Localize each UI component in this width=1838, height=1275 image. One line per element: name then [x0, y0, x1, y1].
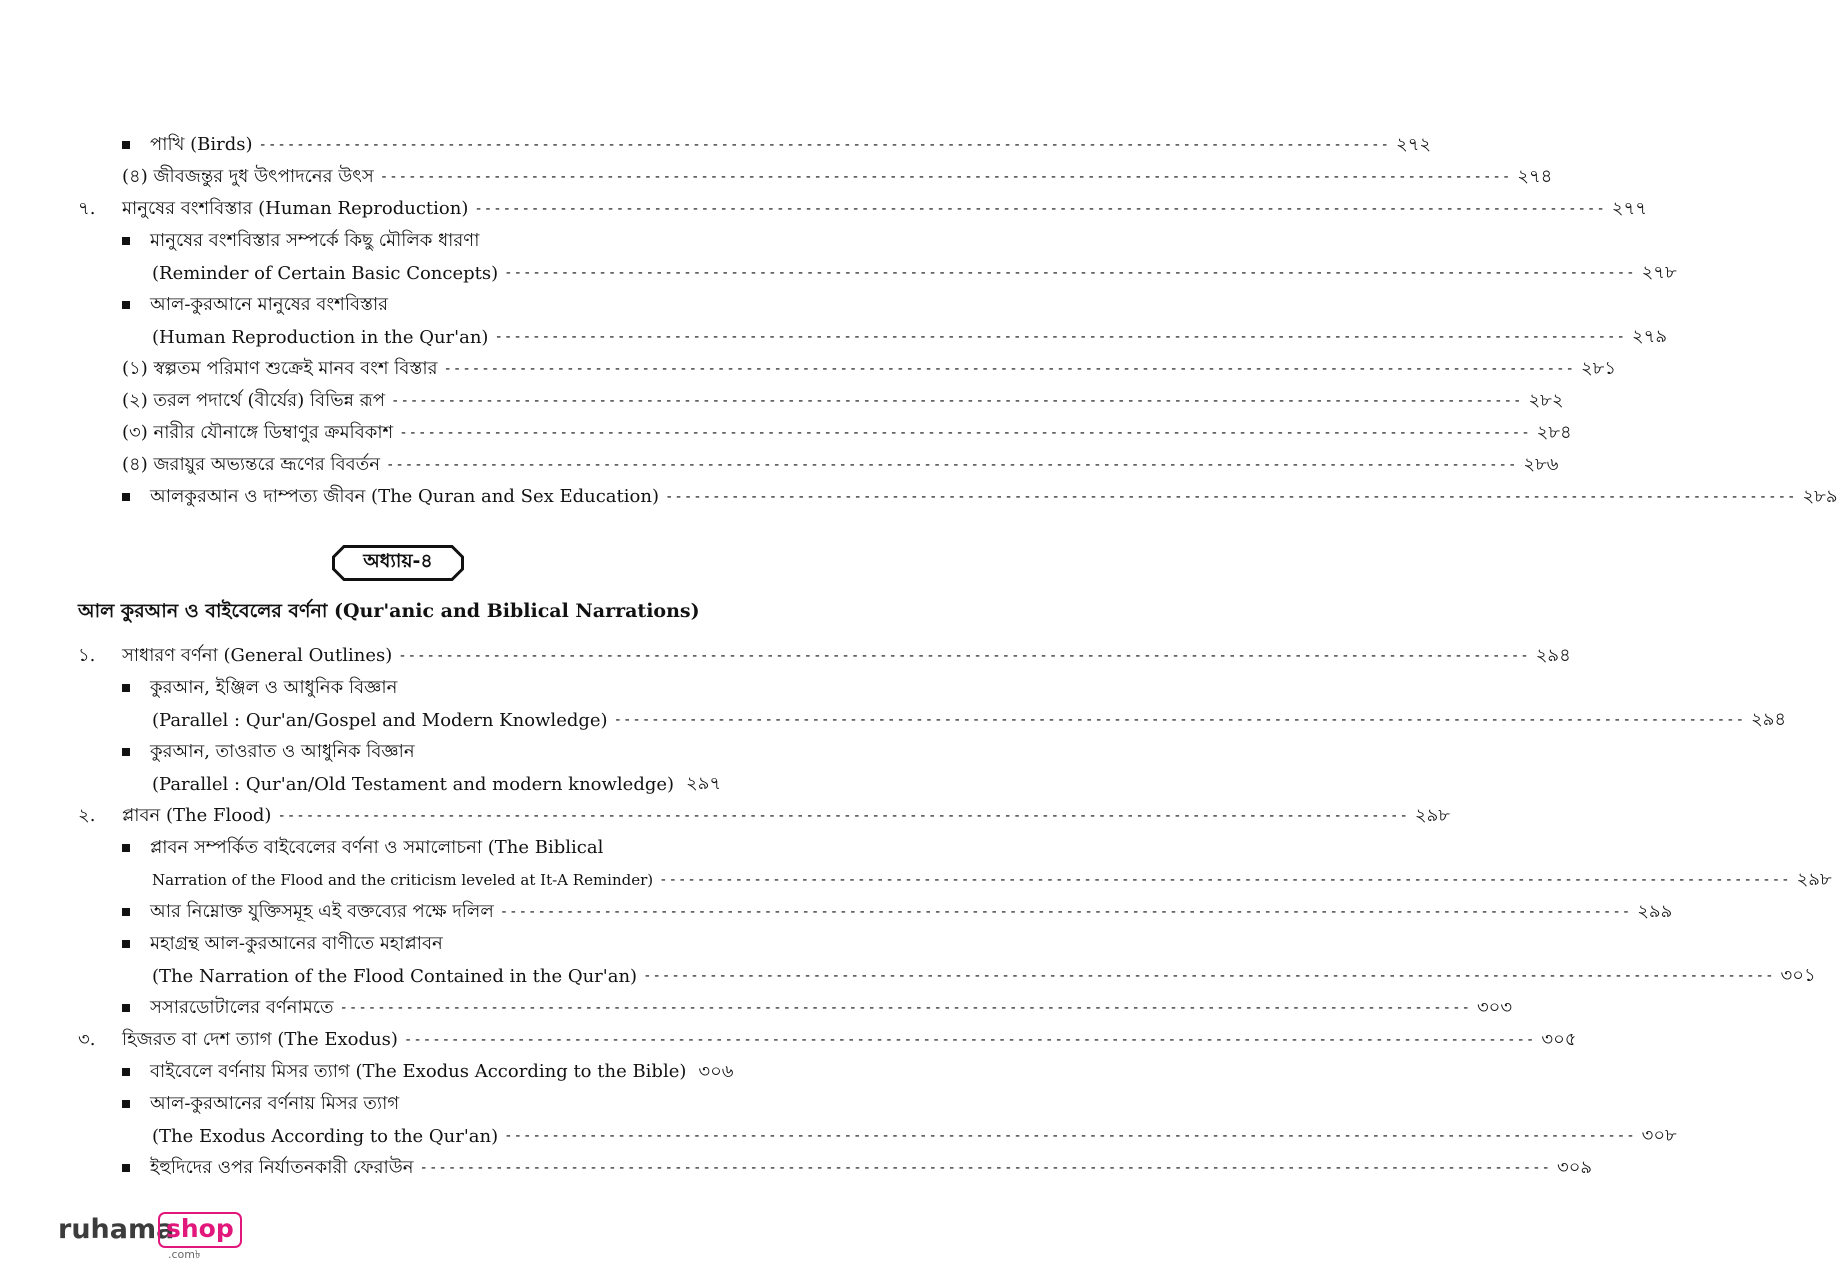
toc-entry — [78, 801, 1450, 831]
entry-page-number: ৩০৮ — [1641, 1124, 1677, 1146]
toc-entry — [122, 993, 1513, 1023]
bullet-icon — [122, 748, 130, 756]
entry-page-number: ৩০৬ — [698, 1060, 734, 1082]
toc-entry — [122, 897, 1673, 927]
toc-entry — [122, 1089, 715, 1119]
entry-title: মানুষের বংশবিস্তার (Human Reproduction) — [122, 197, 469, 219]
entry-title: সসারডোটালের বর্ণনামতে — [150, 996, 334, 1018]
dot-leader: ------------------------------------------------------------------------------------------------------------------------ — [399, 425, 1531, 441]
chapter-label: অধ্যায়-৪ — [363, 550, 433, 572]
bullet-icon — [122, 493, 130, 501]
dot-leader: ------------------------------------------------------------------------------------------------------------------------ — [443, 361, 1575, 377]
entry-page-number: ২৮১ — [1580, 357, 1617, 379]
dot-leader: ------------------------------------------------------------------------------------------------------------------------ — [613, 712, 1746, 728]
entry-title: হিজরত বা দেশ ত্যাগ (The Exodus) — [122, 1028, 398, 1050]
bullet-icon — [122, 844, 130, 852]
toc-entry — [122, 450, 1559, 480]
entry-title: আল-কুরআনের বর্ণনায় মিসর ত্যাগ — [150, 1092, 400, 1114]
entry-title: (Parallel : Qur'an/Gospel and Modern Knowledge) — [152, 709, 608, 731]
entry-title: কুরআন, তাওরাত ও আধুনিক বিজ্ঞান — [150, 740, 415, 762]
section-title: আল কুরআন ও বাইবেলের বর্ণনা (Qur'anic and Biblical Narrations) — [78, 600, 700, 622]
toc-entry — [122, 929, 715, 959]
toc-entry — [122, 1153, 1593, 1183]
dot-leader: ------------------------------------------------------------------------------------------------------------------------ — [403, 1032, 1536, 1048]
toc-entry — [122, 482, 1838, 512]
entry-page-number: ২৮৯ — [1802, 485, 1838, 507]
toc-entry — [122, 673, 715, 703]
entry-title: Narration of the Flood and the criticism leveled at It-A Reminder) — [152, 871, 654, 889]
dot-leader: ------------------------------------------------------------------------------------------------------------------------ — [664, 489, 1797, 505]
entry-page-number: ২৯৮ — [1414, 804, 1450, 826]
entry-number: ১. — [78, 644, 96, 666]
dot-leader: ------------------------------------------------------------------------------------------------------------------------ — [385, 457, 1518, 473]
logo-text-right: shop — [158, 1212, 242, 1248]
entry-number: ৩. — [78, 1028, 96, 1050]
entry-title: প্লাবন (The Flood) — [122, 804, 272, 826]
toc-entry — [78, 194, 1647, 224]
entry-page-number: ২৮২ — [1528, 389, 1564, 411]
entry-page-number: ২৭৭ — [1611, 197, 1647, 219]
toc-entry — [152, 705, 1787, 735]
entry-title: আর নিম্নোক্ত যুক্তিসমূহ এই বক্তব্যের পক্ষে দলিল — [150, 900, 494, 922]
dot-leader: ------------------------------------------------------------------------------------------------------------------------ — [494, 329, 1626, 345]
bullet-icon — [122, 301, 130, 309]
entry-title: ইহুদিদের ওপর নির্যাতনকারী ফেরাউন — [150, 1156, 414, 1178]
toc-entry — [152, 769, 722, 799]
toc-entry — [152, 1121, 1677, 1151]
toc-entry — [122, 418, 1572, 448]
entry-title: (২) তরল পদার্থে (বীর্যের) বিভিন্ন রূপ — [122, 389, 386, 411]
bullet-icon — [122, 1068, 130, 1076]
entry-page-number: ৩০৫ — [1541, 1028, 1577, 1050]
entry-page-number: ৩০১ — [1780, 964, 1816, 986]
dot-leader: ------------------------------------------------------------------------------------------------------------------------ — [659, 872, 1791, 888]
entry-title: (৪) জরায়ুর অভ্যন্তরে ভ্রূণের বিবর্তন — [122, 453, 380, 475]
dot-leader: ------------------------------------------------------------------------------------------------------------------------ — [504, 1128, 1636, 1144]
entry-page-number: ২৮৪ — [1536, 421, 1572, 443]
entry-page-number: ২৯৪ — [1751, 708, 1787, 730]
entry-page-number: ২৭৪ — [1517, 165, 1553, 187]
dot-leader: ------------------------------------------------------------------------------------------------------------------------ — [398, 648, 1530, 664]
entry-title: প্লাবন সম্পর্কিত বাইবেলের বর্ণনা ও সমালোচনা (The Biblical — [150, 836, 604, 858]
dot-leader: ------------------------------------------------------------------------------------------------------------------------ — [339, 1000, 1471, 1016]
dot-leader: ------------------------------------------------------------------------------------------------------------------------ — [277, 808, 1409, 824]
entry-title: সাধারণ বর্ণনা (General Outlines) — [122, 644, 393, 666]
entry-title: (৪) জীবজন্তুর দুধ উৎপাদনের উৎস — [122, 165, 374, 187]
toc-entry — [78, 641, 1571, 671]
entry-title: মানুষের বংশবিস্তার সম্পর্কে কিছু মৌলিক ধারণা — [150, 229, 480, 251]
toc-entry — [152, 322, 1668, 352]
toc-entry — [122, 226, 715, 256]
entry-title: আলকুরআন ও দাম্পত্য জীবন (The Quran and Sex Education) — [150, 485, 659, 507]
bullet-icon — [122, 237, 130, 245]
entry-page-number: ২৯৮ — [1796, 868, 1832, 890]
logo-text-left: ruhama — [58, 1214, 175, 1245]
entry-title: মহাগ্রন্থ আল-কুরআনের বাণীতে মহাপ্লাবন — [150, 932, 443, 954]
entry-page-number: ২৯৯ — [1637, 900, 1673, 922]
entry-page-number: ২৭২ — [1395, 133, 1432, 155]
toc-entry — [152, 961, 1816, 991]
logo-subtext: .com৳ — [168, 1248, 201, 1261]
toc-entry — [78, 1025, 1577, 1055]
toc-entry — [152, 258, 1677, 288]
dot-leader: ------------------------------------------------------------------------------------------------------------------------ — [379, 169, 1512, 185]
bullet-icon — [122, 940, 130, 948]
entry-title: কুরআন, ইঞ্জিল ও আধুনিক বিজ্ঞান — [150, 676, 398, 698]
bullet-icon — [122, 1004, 130, 1012]
dot-leader: ------------------------------------------------------------------------------------------------------------------------ — [474, 201, 1606, 217]
entry-title: (Reminder of Certain Basic Concepts) — [152, 262, 499, 284]
bullet-icon — [122, 1164, 130, 1172]
entry-number: ৭. — [78, 197, 96, 219]
entry-page-number: ৩০৯ — [1556, 1156, 1593, 1178]
entry-page-number: ৩০৩ — [1476, 996, 1513, 1018]
entry-title: (৩) নারীর যৌনাঙ্গে ডিম্বাণুর ক্রমবিকাশ — [122, 421, 394, 443]
dot-leader: ------------------------------------------------------------------------------------------------------------------------ — [419, 1160, 1551, 1176]
toc-entry — [122, 130, 1432, 160]
dot-leader: ------------------------------------------------------------------------------------------------------------------------ — [391, 393, 1523, 409]
toc-entry — [122, 1057, 734, 1087]
dot-leader: ------------------------------------------------------------------------------------------------------------------------ — [643, 968, 1775, 984]
dot-leader: ------------------------------------------------------------------------------------------------------------------------ — [499, 904, 1632, 920]
entry-page-number: ২৯৪ — [1535, 644, 1571, 666]
entry-page-number: ২৭৯ — [1631, 325, 1668, 347]
bullet-icon — [122, 1100, 130, 1108]
dot-leader: ------------------------------------------------------------------------------------------------------------------------ — [504, 265, 1636, 281]
entry-title: (Human Reproduction in the Qur'an) — [152, 326, 489, 348]
ruhamashop-logo — [58, 1210, 238, 1262]
entry-title: বাইবেলে বর্ণনায় মিসর ত্যাগ (The Exodus According to the Bible) — [150, 1060, 687, 1082]
toc-entry — [152, 865, 1832, 895]
entry-page-number: ২৯৭ — [686, 772, 722, 794]
dot-leader: ------------------------------------------------------------------------------------------------------------------------ — [258, 137, 1390, 153]
toc-entry — [122, 290, 715, 320]
bullet-icon — [122, 684, 130, 692]
toc-entry — [122, 162, 1553, 192]
toc-entry — [122, 737, 715, 767]
toc-entry — [122, 833, 715, 863]
bullet-icon — [122, 908, 130, 916]
entry-title: (১) স্বল্পতম পরিমাণ শুক্রেই মানব বংশ বিস্তার — [122, 357, 438, 379]
entry-page-number: ২৭৮ — [1641, 261, 1677, 283]
entry-title: (The Exodus According to the Qur'an) — [152, 1125, 499, 1147]
entry-page-number: ২৮৬ — [1523, 453, 1559, 475]
toc-entry — [122, 386, 1564, 416]
entry-title: (Parallel : Qur'an/Old Testament and modern knowledge) — [152, 773, 675, 795]
toc-entry — [122, 354, 1617, 384]
bullet-icon — [122, 141, 130, 149]
entry-title: (The Narration of the Flood Contained in the Qur'an) — [152, 965, 638, 987]
entry-title: পাখি (Birds) — [150, 133, 253, 155]
entry-number: ২. — [78, 804, 96, 826]
entry-title: আল-কুরআনে মানুষের বংশবিস্তার — [150, 293, 389, 315]
